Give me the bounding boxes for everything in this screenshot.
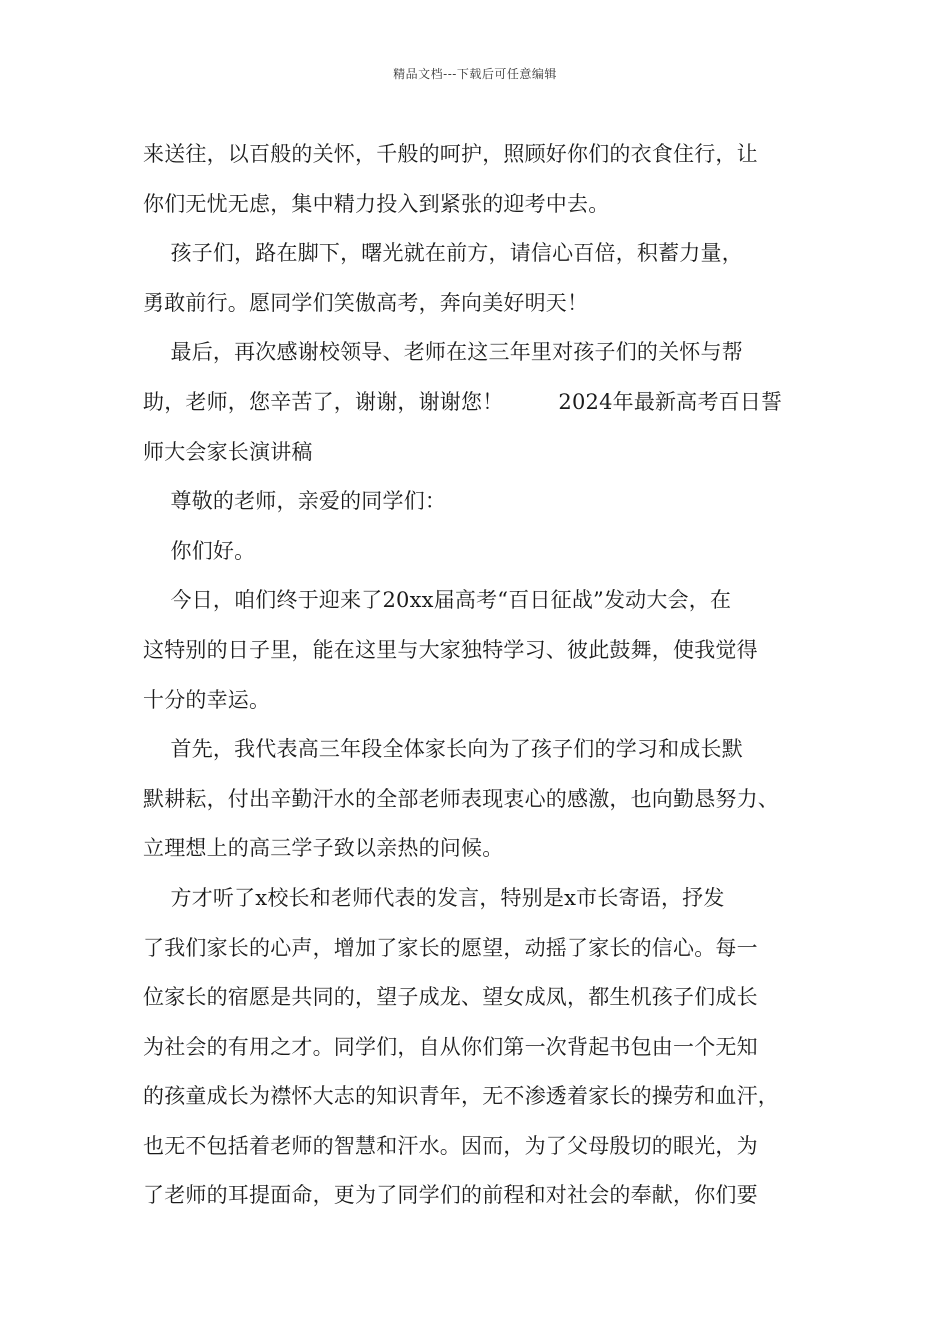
text-line: 为社会的有用之才。同学们，自从你们第一次背起书包由一个无知	[143, 1034, 758, 1059]
text-line: 立理想上的高三学子致以亲热的问候。	[143, 836, 504, 861]
text-line: 十分的幸运。	[143, 687, 271, 712]
text-line: 孩子们，路在脚下，曙光就在前方，请信心百倍，积蓄力量，	[143, 241, 743, 266]
text-line: 位家长的宿愿是共同的，望子成龙、望女成凤，都生机孩子们成长	[143, 985, 758, 1010]
text-line: 的孩童成长为襟怀大志的知识青年，无不渗透着家长的操劳和血汗，	[143, 1084, 779, 1109]
text-line: 也无不包括着老师的智慧和汗水。因而，为了父母殷切的眼光，为	[143, 1133, 758, 1158]
text-line: 助，老师，您辛苦了，谢谢，谢谢您！ 2024年最新高考百日誓	[143, 389, 783, 414]
text-line: 你们好。	[143, 538, 256, 563]
text-line: 方才听了x校长和老师代表的发言，特别是x市长寄语，抒发	[143, 885, 725, 910]
text-line: 尊敬的老师，亲爱的同学们：	[143, 489, 447, 514]
text-line: 了我们家长的心声，增加了家长的愿望，动摇了家长的信心。每一	[143, 935, 758, 960]
text-line: 师大会家长演讲稿	[143, 439, 313, 464]
text-line: 首先，我代表高三年段全体家长向为了孩子们的学习和成长默	[143, 737, 743, 762]
document-body	[143, 130, 811, 1221]
text-line: 了老师的耳提面命，更为了同学们的前程和对社会的奉献，你们要	[143, 1183, 758, 1208]
text-line: 勇敢前行。愿同学们笑傲高考，奔向美好明天！	[143, 290, 589, 315]
text-line: 来送往，以百般的关怀，千般的呵护，照顾好你们的衣食住行，让	[143, 142, 758, 166]
page-header: 精品文档---下载后可任意编辑	[393, 67, 557, 81]
text-line: 最后，再次感谢校领导、老师在这三年里对孩子们的关怀与帮	[143, 340, 743, 365]
text-line: 这特别的日子里，能在这里与大家独特学习、彼此鼓舞，使我觉得	[143, 637, 758, 662]
text-line: 你们无忧无虑，集中精力投入到紧张的迎考中去。	[143, 191, 610, 216]
text-line: 今日，咱们终于迎来了20xx届高考“百日征战”发动大会，在	[143, 588, 732, 613]
text-line: 默耕耘，付出辛勤汗水的全部老师表现衷心的感激，也向勤恳努力、	[143, 786, 779, 811]
